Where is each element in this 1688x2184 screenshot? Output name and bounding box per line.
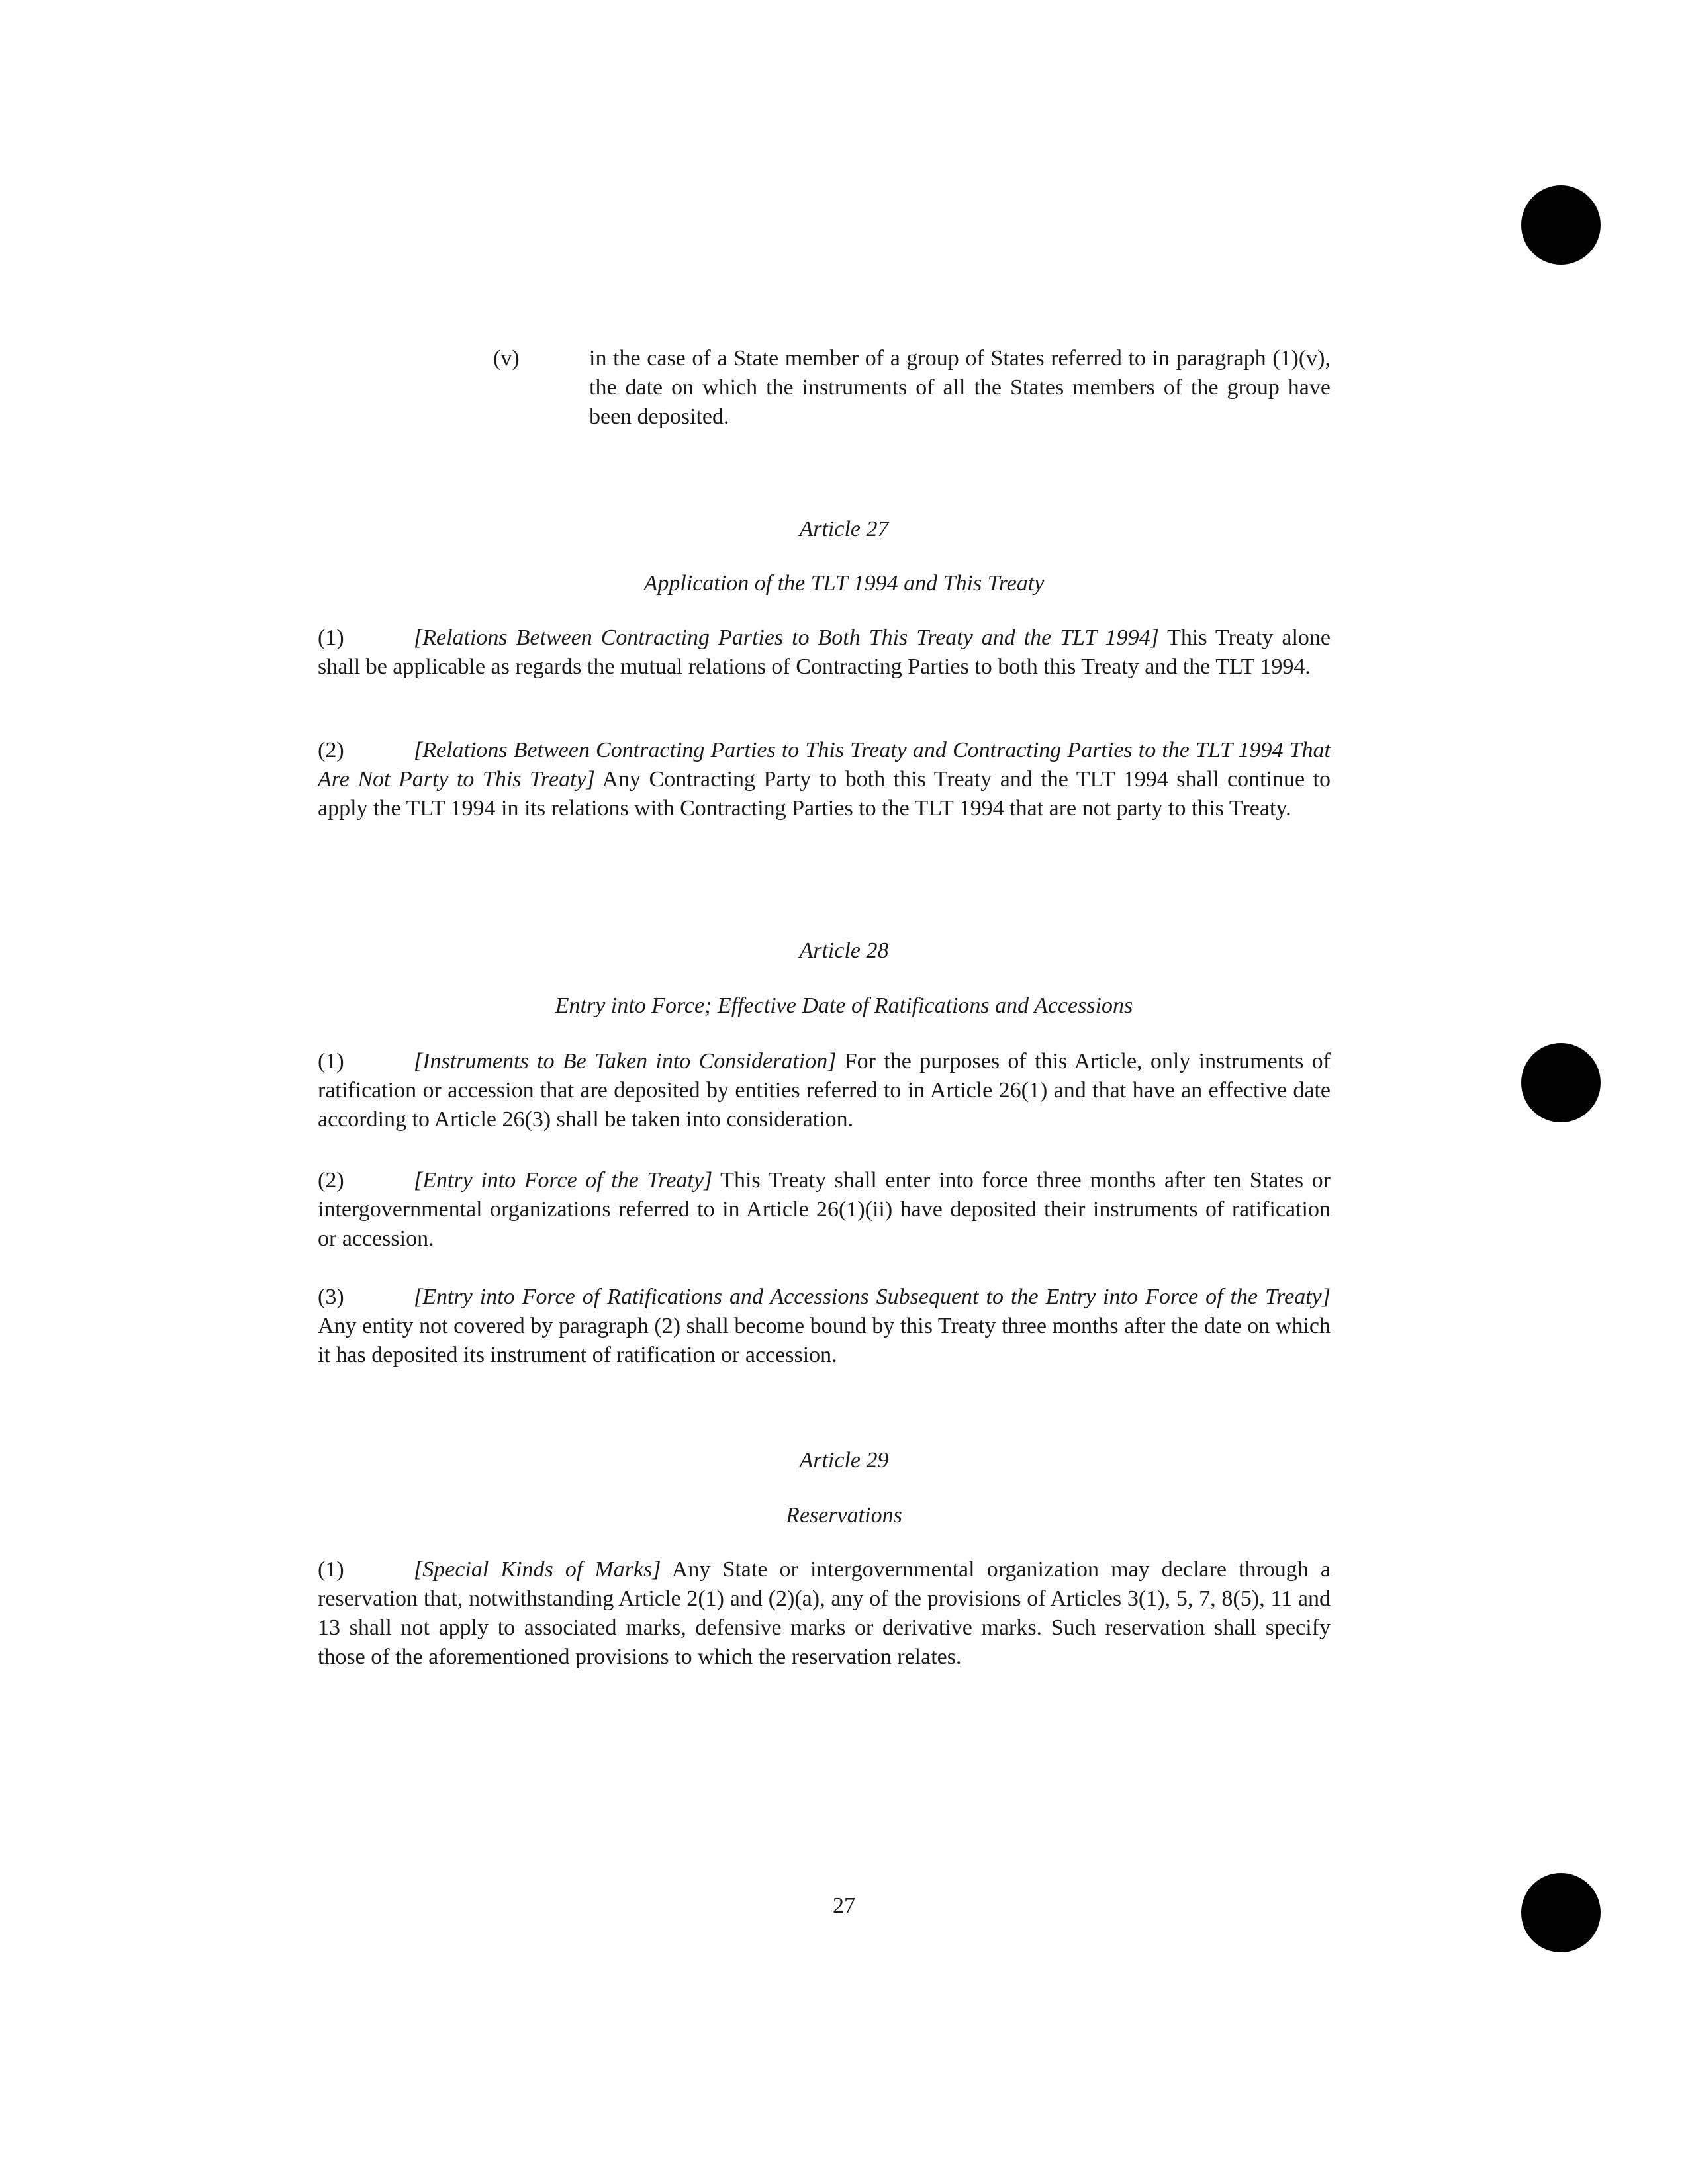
- article-29-title: Article 29: [799, 1448, 889, 1473]
- article-27-paragraph-2: [318, 736, 1331, 823]
- paragraph-title: [Relations Between Contracting Parties to This Treaty and Contracting Parties to the TLT 1994 That Are Not Party to This Treaty]: [318, 738, 1331, 792]
- article-27-title: Article 27: [799, 517, 889, 541]
- paragraph-number: (3): [318, 1285, 344, 1309]
- paragraph-title: [Instruments to Be Taken into Consideration]: [414, 1049, 837, 1073]
- paragraph-title: [Special Kinds of Marks]: [414, 1557, 661, 1582]
- list-item-v: [493, 344, 1331, 432]
- list-item-number: (v): [493, 346, 520, 371]
- paragraph-number: (1): [318, 625, 344, 650]
- paragraph-text: This Treaty shall enter into force three months after ten States or intergovernmental organizations referred to in Article 26(1)(ii) have deposited their instruments of ratification or accession.: [318, 1168, 1331, 1251]
- article-28-subtitle: Entry into Force; Effective Date of Ratifications and Accessions: [555, 993, 1133, 1018]
- paragraph-number: (1): [318, 1049, 344, 1073]
- paragraph-text: This Treaty alone shall be applicable as regards the mutual relations of Contracting Parties to both this Treaty and the TLT 1994.: [318, 625, 1331, 679]
- paragraph-number: (1): [318, 1557, 344, 1582]
- article-28-paragraph-3: [318, 1283, 1331, 1370]
- article-29-subtitle: Reservations: [786, 1503, 902, 1527]
- article-28-paragraph-1: [318, 1047, 1331, 1134]
- article-27-paragraph-1: [318, 623, 1331, 682]
- paragraph-title: [Relations Between Contracting Parties to Both This Treaty and the TLT 1994]: [414, 625, 1159, 650]
- article-28-paragraph-2: [318, 1166, 1331, 1253]
- list-item-text: in the case of a State member of a group of States referred to in paragraph (1)(v), the date on which the instruments of all the States members of the group have been deposited.: [589, 346, 1331, 429]
- paragraph-title: [Entry into Force of the Treaty]: [414, 1168, 713, 1193]
- paragraph-text: Any entity not covered by paragraph (2) shall become bound by this Treaty three months after the date on which it has deposited its instrument of ratification or accession.: [318, 1314, 1331, 1367]
- paragraph-text: For the purposes of this Article, only instruments of ratification or accession that are deposited by entities referred to in Article 26(1) and that have an effective date according to Article 26(3) shall be taken into consideration.: [318, 1049, 1331, 1132]
- article-28-title: Article 28: [799, 938, 889, 963]
- paragraph-number: (2): [318, 738, 344, 762]
- punch-hole-top: [1521, 185, 1601, 265]
- page-number: 27: [833, 1893, 855, 1918]
- paragraph-text: Any Contracting Party to both this Treaty and the TLT 1994 shall continue to apply the TLT 1994 in its relations with Contracting Parties to the TLT 1994 that are not party to this Treaty.: [318, 767, 1331, 821]
- paragraph-number: (2): [318, 1168, 344, 1193]
- paragraph-title: [Entry into Force of Ratifications and Accessions Subsequent to the Entry into Force of the Treaty]: [414, 1285, 1331, 1309]
- paragraph-text: Any State or intergovernmental organization may declare through a reservation that, notwithstanding Article 2(1) and (2)(a), any of the provisions of Articles 3(1), 5, 7, 8(5), 11 and 13 shall not apply to associated marks, defensive marks or derivative marks. Such reservation shall specify those of the aforementioned provisions to which the reservation relates.: [318, 1557, 1331, 1669]
- punch-hole-middle: [1521, 1043, 1601, 1122]
- article-29-paragraph-1: [318, 1555, 1331, 1672]
- article-27-subtitle: Application of the TLT 1994 and This Treaty: [643, 571, 1045, 596]
